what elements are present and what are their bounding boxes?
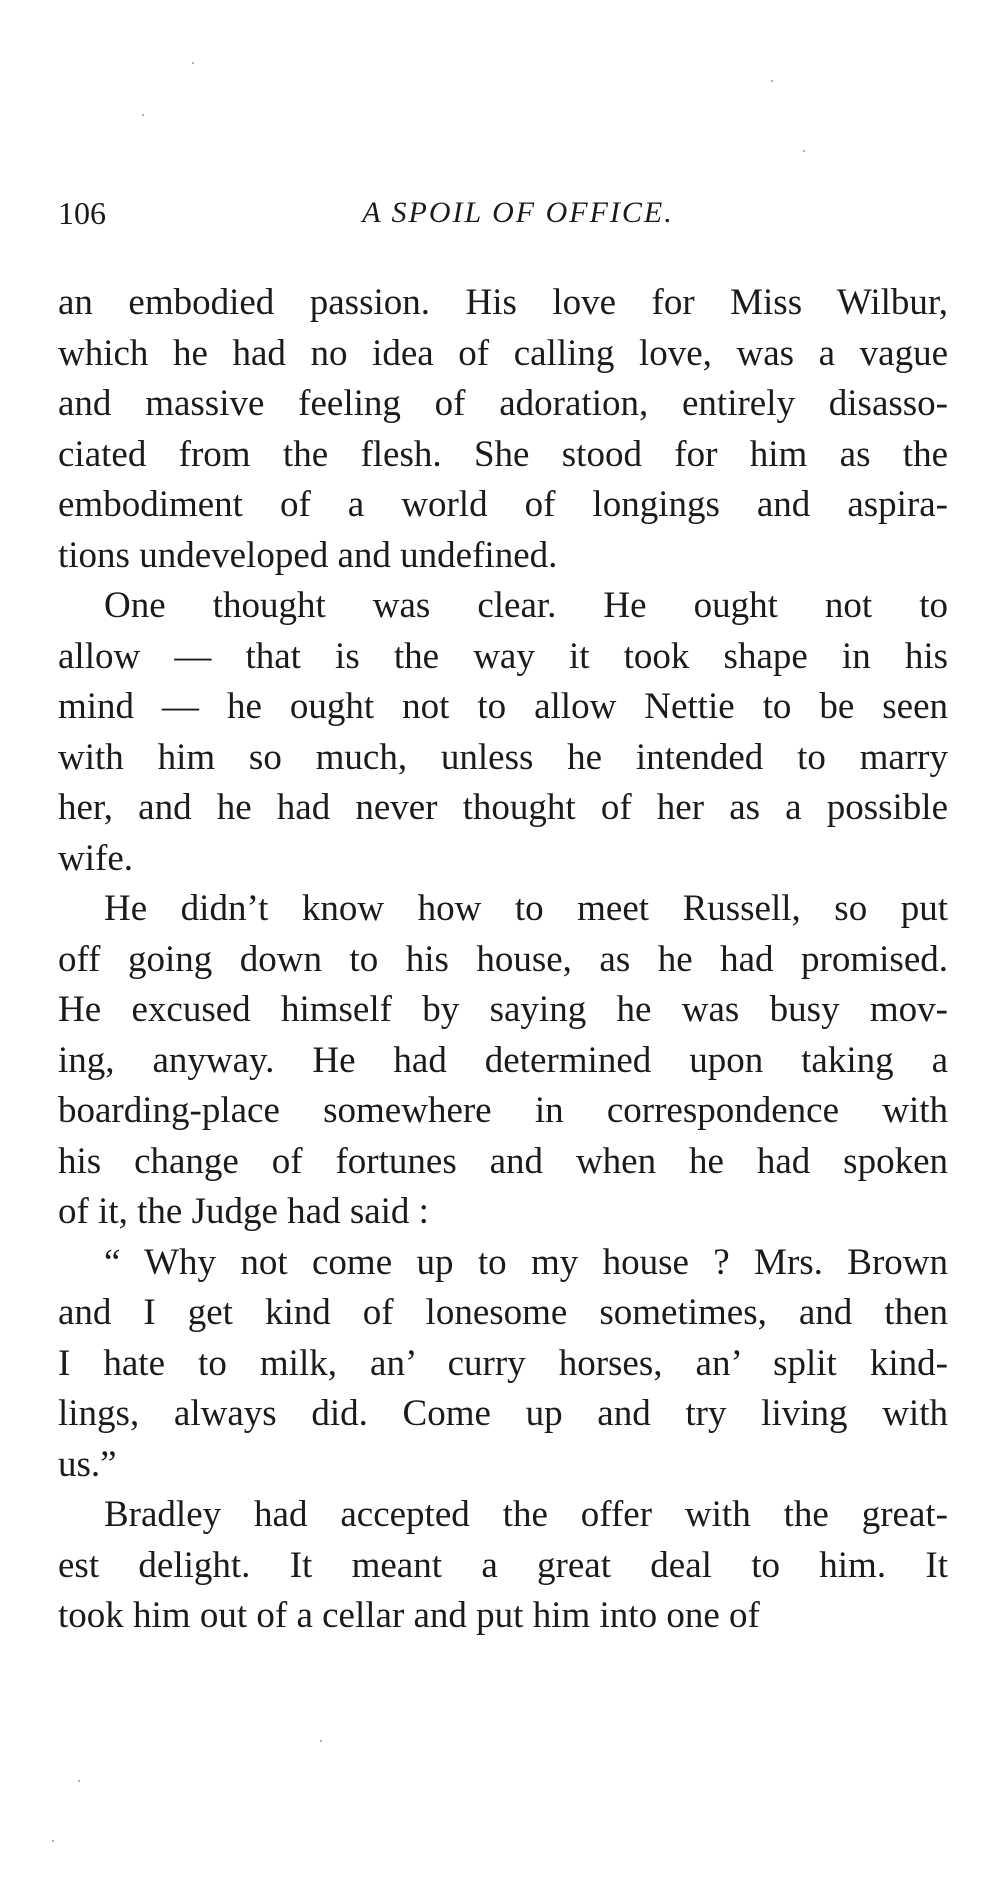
text-line: her, and he had never thought of her as a possible: [58, 787, 948, 828]
text-line: embodiment of a world of longings and aspira-: [58, 484, 948, 525]
text-line: lings, always did. Come up and try living with: [58, 1393, 948, 1434]
text-line: with him so much, unless he intended to marry: [58, 736, 948, 778]
text-line: ciated from the flesh. She stood for him as the: [58, 433, 948, 475]
running-title: A SPOIL OF OFFICE.: [362, 196, 674, 229]
text-line: and massive feeling of adoration, entirely disasso-: [58, 383, 948, 424]
text-line: his change of fortunes and when he had spoken: [58, 1140, 948, 1182]
page-header: [58, 190, 948, 236]
text-line: est delight. It meant a great deal to him. It: [58, 1544, 948, 1586]
text-line: “ Why not come up to my house ? Mrs. Brown: [104, 1241, 948, 1283]
text-line: tions undeveloped and undefined.: [58, 534, 558, 576]
paragraph: [58, 581, 948, 884]
text-line: He didn’t know how to meet Russell, so put: [104, 888, 948, 929]
text-line: took him out of a cellar and put him into one of: [58, 1595, 760, 1636]
paragraph: [58, 1238, 948, 1491]
paper-speck: [142, 114, 144, 116]
text-line: I hate to milk, an’ curry horses, an’ split kind-: [58, 1342, 948, 1384]
paper-speck: [320, 1740, 322, 1742]
text-line: mind — he ought not to allow Nettie to be seen: [58, 686, 948, 727]
paragraph: [58, 1490, 948, 1642]
text-line: boarding-place somewhere in correspondence with: [58, 1090, 948, 1131]
text-line: off going down to his house, as he had promised.: [58, 938, 948, 980]
text-line: an embodied passion. His love for Miss Wilbur,: [58, 282, 948, 323]
text-line: us.”: [58, 1443, 117, 1485]
text-line: allow — that is the way it took shape in his: [58, 635, 948, 677]
text-line: wife.: [58, 837, 133, 879]
body-text: [58, 278, 948, 1642]
paragraph: [58, 884, 948, 1238]
paragraph: [58, 278, 948, 581]
page-number: 106: [58, 195, 106, 231]
paper-speck: [803, 150, 805, 152]
text-line: and I get kind of lonesome sometimes, and then: [58, 1292, 948, 1333]
paper-speck: [52, 1840, 54, 1842]
paper-speck: [78, 1780, 80, 1782]
text-line: One thought was clear. He ought not to: [104, 585, 948, 626]
text-line: ing, anyway. He had determined upon taking a: [58, 1039, 948, 1081]
paper-speck: [192, 62, 194, 64]
text-line: He excused himself by saying he was busy mov-: [58, 989, 948, 1030]
text-line: Bradley had accepted the offer with the great-: [104, 1494, 948, 1535]
text-line: of it, the Judge had said :: [58, 1191, 429, 1232]
paper-speck: [771, 80, 773, 82]
text-line: which he had no idea of calling love, was a vague: [58, 332, 948, 374]
